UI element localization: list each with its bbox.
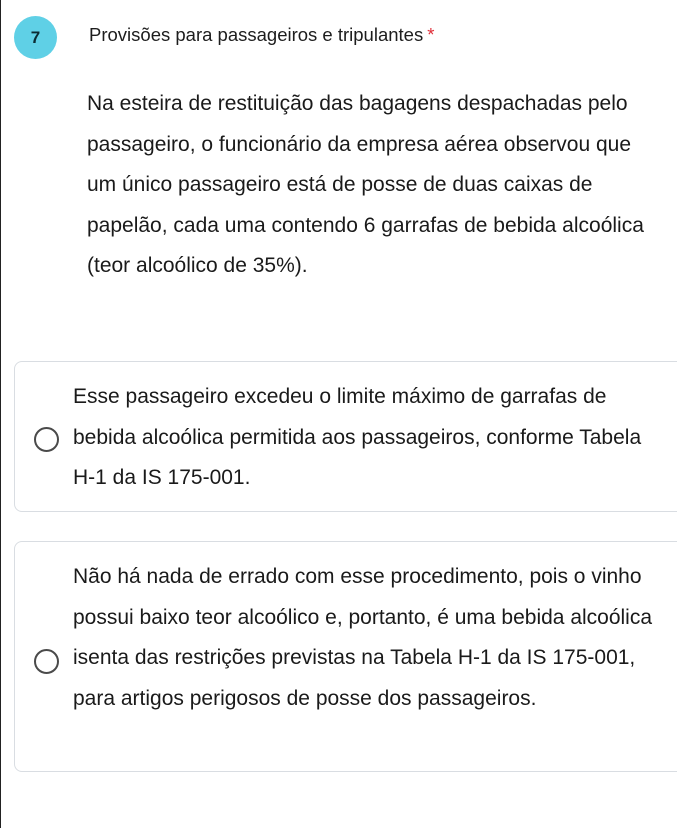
question-body: Na esteira de restituição das bagagens despachadas pelo passageiro, o funcionário da empresa aérea observou que um único passageiro está de posse de duas caixas de papelão, cada uma contendo 6 garrafas de bebida alcoólica (teor alcoólico de 35%).: [87, 92, 644, 277]
left-divider: [0, 0, 1, 828]
answer-option-2[interactable]: [14, 541, 677, 772]
question-title: [89, 24, 434, 46]
question-title-text: Provisões para passageiros e tripulantes: [89, 24, 424, 45]
radio-button-icon[interactable]: [34, 649, 59, 674]
radio-button-icon[interactable]: [34, 427, 59, 452]
answer-option-text: Não há nada de errado com esse procedimento, pois o vinho possui baixo teor alcoólico e, portanto, é uma bebida alcoólica isenta das restrições previstas na Tabela H-1 da IS 175-001, para artigos perigosos de posse dos passageiros.: [73, 565, 653, 710]
required-marker: *: [427, 24, 435, 45]
answer-option-1[interactable]: [14, 361, 677, 512]
question-number-badge: 7: [14, 16, 57, 59]
answer-option-text: Esse passageiro excedeu o limite máximo de garrafas de bebida alcoólica permitida aos passageiros, conforme Tabela H-1 da IS 175-001.: [73, 385, 642, 489]
